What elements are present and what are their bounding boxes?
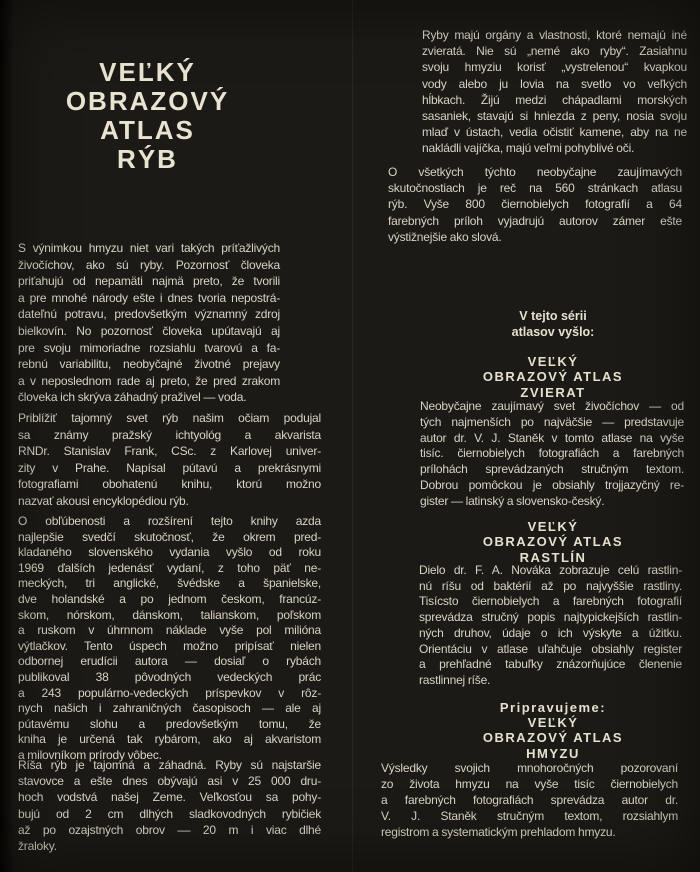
left-paragraph-editions: O obľúbenosti a rozšírení tejto knihy azda najlepšie svedčí skutočnosť, že okrem pred- kladaného slovenského vydania vyšlo od roku 1969 ďalších jedenásť vydaní, z toho päť ne- meckých, tri anglické, švédske a španielske, dve holandské a po jednom českom, francúz- skom, nórskom, dánskom, talianskom, poľskom a ruskom v úhrnnom náklade vyše pol milióna výtlačkov. Tento úspech možno pripísať nielen odbornej erudícii autora — dosiaľ o rybách publikoval 38 pôvodných vedeckých prác a 243 populárno-vedeckých príspevkov v rôz- nych našich i zahraničných časopisoch — ale aj pútavému slohu a predovšetkým tomu, že kniha je určená tak rybárom, ako aj akvaristom a milovníkom prírody vôbec. bbox=[18, 514, 321, 762]
atlas-zvierat-heading: VEĽKÝ OBRAZOVÝ ATLAS ZVIERAT bbox=[482, 354, 624, 400]
series-heading: V tejto sérii atlasov vyšlo: bbox=[511, 309, 595, 339]
atlas-zvierat-paragraph: Neobyčajne zaujímavý svet živočíchov — od tých najmenších po najväčšie — predstavuje autor dr. V. J. Staněk v tomto atlase na vyše tisíc. čiernobielych fotografiách a farebných prílohách sprevádzaných stručným textom. Dobrou pomôckou je obsiahly trojjazyčný re- gister — latinský a slovensko-český. bbox=[420, 399, 684, 508]
atlas-rastlin-heading: VEĽKÝ OBRAZOVÝ ATLAS RASTLÍN bbox=[482, 519, 624, 565]
left-paragraph-intro: S výnimkou hmyzu niet vari takých príťažlivých živočíchov, ako sú ryby. Pozornosť človeka priťahujú od nepamäti najmä preto, že tvorili a pre mnohé národy ešte i dnes tvoria nepostrá- dateľnú potravu, predovšetkým významný zdroj bielkovín. No pozornosť človeka upútavajú aj pre svoju mimoriadne rozsiahlu tvarovú a fa- rebnú variabilitu, neobyčajné životné prejavy a v neposlednom rade aj preto, že pred zrakom človeka ich skrýva záhadný praživel — voda. bbox=[18, 241, 280, 405]
center-fold-line bbox=[352, 0, 353, 872]
left-paragraph-author: Priblížiť tajomný svet rýb našim očiam podujal sa známy pražský ichtyológ a akvarista RNDr. Stanislav Frank, CSc. z Karlovej univer- zity v Prahe. Napísal pútavú a prekrásnymi fotografiami obohatenú knihu, ktorú možno nazvať akousi encyklopédiou rýb. bbox=[18, 411, 321, 508]
atlas-hmyzu-heading: Pripravujeme: VEĽKÝ OBRAZOVÝ ATLAS HMYZU bbox=[482, 700, 624, 761]
book-title: VEĽKÝ OBRAZOVÝ ATLAS RÝB bbox=[65, 57, 230, 175]
left-paragraph-fish-realm: Ríša rýb je tajomná a záhadná. Ryby sú najstaršie stavovce a ešte dnes obývajú asi v 25 000 dru- hoch vodstvá našej Zeme. Veľkosťou sa pohy- bujú od 2 cm dlhých sladkovodných rybičiek až po ozajstných obrov –– 20 m i viac dlhé žraloky. bbox=[18, 758, 321, 854]
right-paragraph-fish-senses: Ryby majú orgány a vlastnosti, ktoré nemajú iné zvieratá. Nie sú „nemé ako ryby“. Zasiahnu svoju hmyziu korisť „vystrelenou“ kvapkou vody alebo ju lovia na svetlo vo veľkých hĺbkach. Žijú medzi chápadlami morských sasaniek, stavajú si hniezda z peny, nosia svoju mlaď v ústach, vedia očistiť kamene, aby na ne nakládli vajíčka, majú veľmi pohyblivé oči. bbox=[422, 28, 687, 156]
atlas-rastlin-paragraph: Dielo dr. F. A. Nováka zobrazuje celú rastlin- nú ríšu od baktérií až po najvyššie rastliny. Tisícsto čiernobielych a farebných fotografií sprevádza stručný popis najtypickejších rastlin- ných druhov, údaje o ich výskyte a úžitku. Orientáciu v atlase uľahčuje obsiahly register a prehľadné tabuľky znázorňujúce členenie rastlinnej ríše. bbox=[419, 563, 682, 687]
atlas-hmyzu-paragraph: Výsledky svojich mnohoročných pozorovaní zo života hmyzu na vyše tisíc čiernobielych a farebných fotografiách sprevádza autor dr. V. J. Staněk stručným textom, rozsiahlym registrom a systematickým prehladom hmyzu. bbox=[381, 761, 678, 839]
spine-shadow bbox=[0, 0, 14, 872]
right-paragraph-book-stats: O všetkých týchto neobyčajne zaujímavých skutočnostiach je reč na 560 stránkach atlasu rýb. Vyše 800 čiernobielych fotografií a 64 farebných príloh vyjadrujú autorov zámer ešte výstižnejšie ako slová. bbox=[388, 165, 682, 244]
